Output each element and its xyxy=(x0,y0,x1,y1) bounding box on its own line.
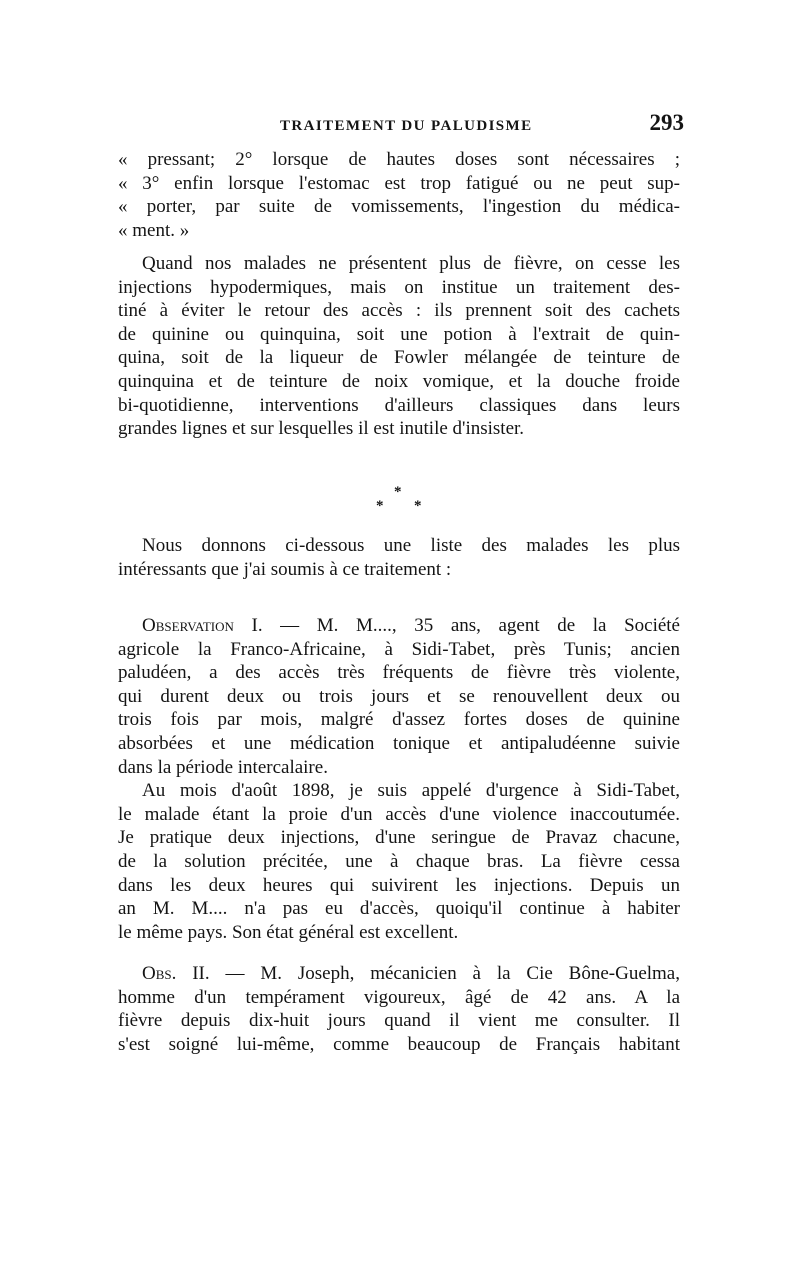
text-line xyxy=(118,962,680,986)
page-header xyxy=(118,110,684,144)
text-line: tiné à éviter le retour des accès : ils prennent soit des cachets xyxy=(118,300,680,322)
separator-star: * xyxy=(414,498,422,514)
text-line: intéressants que j'ai soumis à ce traitement : xyxy=(118,558,452,580)
running-title: TRAITEMENT DU PALUDISME xyxy=(280,118,533,134)
text-line: « 3° enfin lorsque l'estomac est trop fatigué ou ne peut sup- xyxy=(118,172,680,194)
text-line: Je pratique deux injections, d'une seringue de Pravaz chacune, xyxy=(118,827,680,849)
text-line: quinquina et de teinture de noix vomique, et la douche froide xyxy=(118,370,680,392)
separator-star: * xyxy=(376,498,384,514)
text-line: « pressant; 2° lorsque de hautes doses sont nécessaires ; xyxy=(118,149,680,170)
text-line: bi-quotidienne, interventions d'ailleurs classiques dans leurs xyxy=(118,394,680,416)
text-line: s'est soigné lui-même, comme beaucoup de Français habitant xyxy=(118,1033,680,1055)
section-separator xyxy=(360,482,440,518)
text-line: Au mois d'août 1898, je suis appelé d'urgence à Sidi-Tabet, xyxy=(142,780,680,802)
separator-star: * xyxy=(394,484,402,500)
text-line: an M. M.... n'a pas eu d'accès, quoiqu'il continue à habiter xyxy=(118,898,680,920)
observation-label: Observation I. xyxy=(142,615,263,636)
text-line: agricole la Franco-Africaine, à Sidi-Tabet, près Tunis; ancien xyxy=(118,638,680,660)
observation-1 xyxy=(118,614,680,944)
text-line: grandes lignes et sur lesquelles il est inutile d'insister. xyxy=(118,418,525,440)
text-line: absorbées et une médication tonique et antipaludéenne suivie xyxy=(118,732,680,754)
text-line: qui durent deux ou trois jours et se renouvellent deux ou xyxy=(118,685,680,707)
text-line: injections hypodermiques, mais on institue un traitement des- xyxy=(118,276,680,298)
text-line: paludéen, a des accès très fréquents de fièvre très violente, xyxy=(118,662,680,684)
text-line: « porter, par suite de vomissements, l'ingestion du médica- xyxy=(118,196,680,218)
text-line: de quinine ou quinquina, soit une potion à l'extrait de quin- xyxy=(118,323,680,345)
page-number: 293 xyxy=(649,110,684,135)
text-line: Nous donnons ci-dessous une liste des malades les plus xyxy=(142,535,680,556)
text-line: Quand nos malades ne présentent plus de fièvre, on cesse les xyxy=(142,253,680,274)
text-line: dans les deux heures qui suivirent les injections. Depuis un xyxy=(118,874,680,896)
text-line: le malade étant la proie d'un accès d'une violence inaccoutumée. xyxy=(118,803,680,825)
text-line: dans la période intercalaire. xyxy=(118,756,328,778)
paragraph-intro-list xyxy=(118,534,680,581)
text-line: trois fois par mois, malgré d'assez fortes doses de quinine xyxy=(118,709,680,731)
observation-label: Obs. II. xyxy=(142,963,210,984)
observation-text: — M. Joseph, mécanicien à la Cie Bône-Guelma, xyxy=(209,963,680,984)
paragraph-treatment xyxy=(118,252,680,441)
text-line: fièvre depuis dix-huit jours quand il vient me consulter. Il xyxy=(118,1010,680,1032)
text-line: homme d'un tempérament vigoureux, âgé de 42 ans. A la xyxy=(118,986,680,1008)
quote-continuation xyxy=(118,148,680,242)
observation-text: — M. M...., 35 ans, agent de la Société xyxy=(262,615,680,636)
observation-2 xyxy=(118,962,680,1056)
text-line: quina, soit de la liqueur de Fowler mélangée de teinture de xyxy=(118,347,680,369)
text-line: le même pays. Son état général est excellent. xyxy=(118,921,459,943)
text-line: de la solution précitée, une à chaque bras. La fièvre cessa xyxy=(118,850,680,872)
text-line xyxy=(118,614,680,638)
text-line: « ment. » xyxy=(118,219,190,241)
